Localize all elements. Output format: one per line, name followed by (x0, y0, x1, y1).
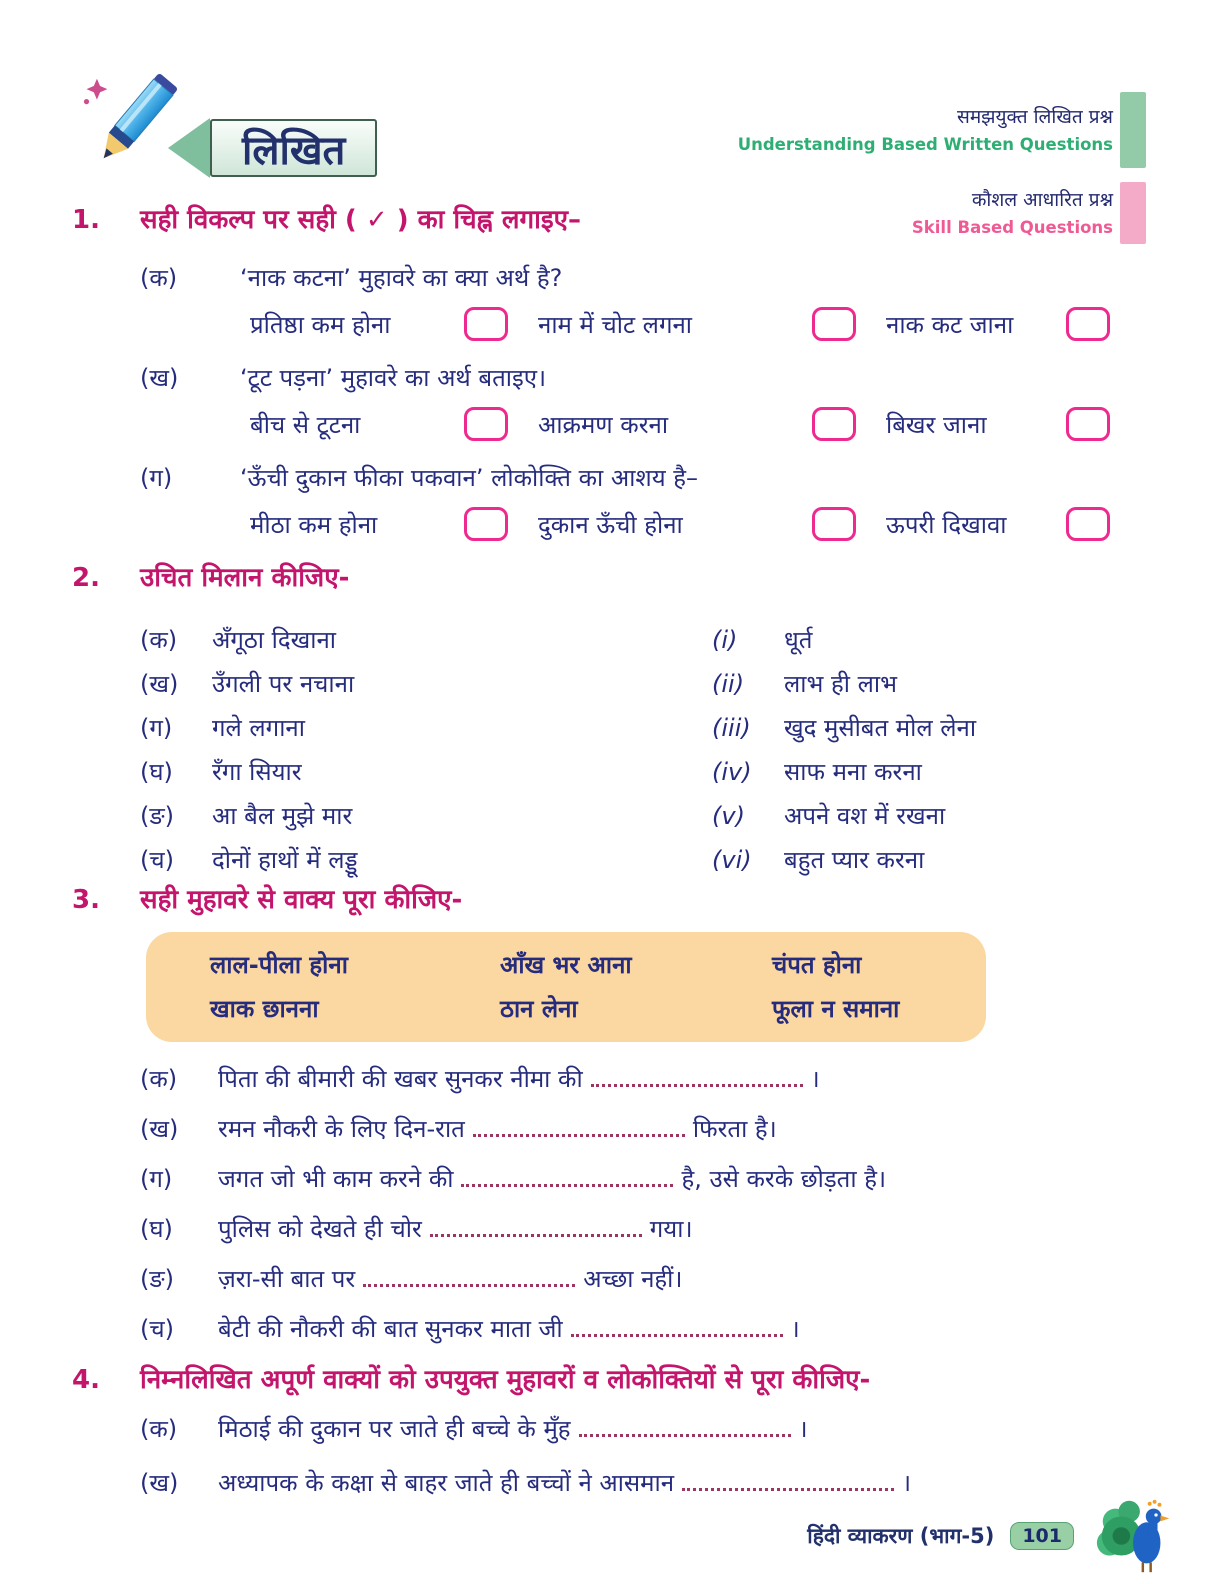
book-title: हिंदी व्याकरण (भाग-5) (807, 1524, 995, 1548)
fill-text-after: । (798, 1415, 808, 1443)
answer-option (886, 407, 1110, 441)
option-label: नाम में चोट लगना (538, 310, 692, 339)
sub-question-label: (क) (140, 264, 178, 292)
match-left-label: (घ) (140, 758, 173, 786)
match-left-label: (क) (140, 626, 178, 654)
option-checkbox[interactable] (812, 307, 856, 341)
match-left-text: गले लगाना (212, 714, 305, 742)
word-bank-item: खाक छानना (210, 995, 319, 1023)
match-left-label: (ग) (140, 714, 173, 742)
option-checkbox[interactable] (464, 407, 508, 441)
fill-text-before: ज़रा-सी बात पर (218, 1265, 356, 1293)
banner-arrow-icon (168, 118, 210, 178)
fill-item (140, 1062, 1110, 1096)
answer-option (538, 507, 856, 541)
sub-question-text: ‘नाक कटना’ मुहावरे का क्या अर्थ है? (240, 264, 563, 292)
answer-blank[interactable] (363, 1274, 575, 1287)
fill-text-after: अच्छा नहीं। (583, 1265, 683, 1293)
match-left-text: अँगूठा दिखाना (212, 626, 336, 654)
green-tab-marker (1120, 92, 1146, 168)
fill-item (140, 1262, 1110, 1296)
option-label: ऊपरी दिखावा (886, 510, 1007, 539)
option-checkbox[interactable] (1066, 407, 1110, 441)
answer-option (886, 307, 1110, 341)
fill-item-label: (क) (140, 1065, 178, 1093)
option-label: बीच से टूटना (250, 410, 361, 439)
word-bank-item: आँख भर आना (500, 951, 632, 979)
fill-text-after: गया। (649, 1215, 693, 1243)
fill-sentence (218, 1412, 808, 1446)
option-checkbox[interactable] (812, 407, 856, 441)
understanding-tab (738, 92, 1146, 168)
match-left-text: रँगा सियार (212, 758, 302, 786)
word-bank-item: लाल-पीला होना (210, 951, 348, 979)
match-left-text: उँगली पर नचाना (212, 670, 355, 698)
fill-text-before: पुलिस को देखते ही चोर (218, 1215, 422, 1243)
fill-sentence (218, 1062, 820, 1096)
fill-item (140, 1312, 1110, 1346)
word-bank-item: फूला न समाना (772, 995, 900, 1023)
match-left-label: (ङ) (140, 802, 175, 830)
q1-item (72, 360, 1110, 442)
q1-heading (72, 202, 1110, 238)
q4-title: निम्नलिखित अपूर्ण वाक्यों को उपयुक्त मुहावरों व लोकोक्तियों से पूरा कीजिए- (140, 1365, 871, 1395)
sub-question-label: (ग) (140, 464, 173, 492)
match-left-text: दोनों हाथों में लड्डू (212, 846, 358, 874)
answer-options-row (250, 506, 1110, 542)
fill-text-after: । (790, 1315, 800, 1343)
sub-question-label: (ख) (140, 364, 179, 392)
option-checkbox[interactable] (1066, 307, 1110, 341)
understanding-tab-hindi: समझयुक्त लिखित प्रश्न (956, 106, 1113, 128)
sub-question-text: ‘टूट पड़ना’ मुहावरे का अर्थ बताइए। (240, 364, 547, 392)
answer-blank[interactable] (430, 1224, 642, 1237)
matching-exercise (140, 618, 1110, 882)
fill-item (140, 1162, 1110, 1196)
fill-text-before: रमन नौकरी के लिए दिन-रात (218, 1115, 465, 1143)
fill-text-before: अध्यापक के कक्षा से बाहर जाते ही बच्चों ने आसमान (218, 1469, 675, 1497)
fill-text-before: बेटी की नौकरी की बात सुनकर माता जी (218, 1315, 563, 1343)
match-right-label: (ii) (712, 670, 745, 698)
fill-sentence (218, 1262, 682, 1296)
fill-item-label: (ख) (140, 1115, 179, 1143)
fill-text-after: । (810, 1065, 820, 1093)
answer-options-row (250, 306, 1110, 342)
match-right-text: धूर्त (784, 626, 813, 654)
option-label: बिखर जाना (886, 410, 987, 439)
option-label: नाक कट जाना (886, 310, 1014, 339)
fill-item-label: (घ) (140, 1215, 173, 1243)
q1-item (72, 460, 1110, 542)
match-right-text: खुद मुसीबत मोल लेना (784, 714, 977, 742)
match-right-text: अपने वश में रखना (784, 802, 946, 830)
answer-option (250, 507, 508, 541)
answer-option (250, 407, 508, 441)
word-bank-item: ठान लेना (500, 995, 578, 1023)
answer-option (538, 407, 856, 441)
fill-sentence (218, 1212, 693, 1246)
fill-item-label: (ङ) (140, 1265, 175, 1293)
answer-blank[interactable] (591, 1074, 803, 1087)
q1-item (72, 260, 1110, 342)
q1-title: सही विकल्प पर सही ( ✓ ) का चिह्न लगाइए– (140, 205, 581, 235)
skill-tab-hindi: कौशल आधारित प्रश्न (971, 189, 1113, 211)
written-section-box (210, 119, 377, 177)
fill-item-label: (ख) (140, 1469, 179, 1497)
fill-text-before: पिता की बीमारी की खबर सुनकर नीमा की (218, 1065, 583, 1093)
page-number-badge: 101 (1010, 1522, 1074, 1550)
fill-sentence (218, 1312, 800, 1346)
q3-title: सही मुहावरे से वाक्य पूरा कीजिए- (140, 885, 463, 915)
understanding-tab-english: Understanding Based Written Questions (737, 135, 1113, 154)
q2-title: उचित मिलान कीजिए- (140, 563, 350, 593)
option-checkbox[interactable] (464, 307, 508, 341)
fill-text-after: है, उसे करके छोड़ता है। (681, 1165, 887, 1193)
fill-item (140, 1212, 1110, 1246)
answer-option (250, 307, 508, 341)
q4-heading (72, 1362, 1110, 1398)
answer-option (538, 307, 856, 341)
match-left-text: आ बैल मुझे मार (212, 802, 353, 830)
fill-text-before: जगत जो भी काम करने की (218, 1165, 454, 1193)
option-checkbox[interactable] (464, 507, 508, 541)
skill-tab-english: Skill Based Questions (911, 218, 1113, 237)
match-left-label: (ख) (140, 670, 179, 698)
fill-sentence (218, 1112, 777, 1146)
q2-number: 2. (72, 563, 100, 593)
match-right-text: साफ मना करना (784, 758, 922, 786)
word-bank-item: चंपत होना (772, 951, 862, 979)
option-checkbox[interactable] (812, 507, 856, 541)
sub-question-text: ‘ऊँची दुकान फीका पकवान’ लोकोक्ति का आशय है– (240, 464, 699, 492)
peacock-illustration (1090, 1492, 1182, 1580)
fill-sentence (218, 1162, 886, 1196)
fill-item (140, 1412, 1110, 1446)
option-label: प्रतिष्ठा कम होना (250, 310, 391, 339)
match-right-text: लाभ ही लाभ (784, 670, 897, 698)
pink-tab-marker (1120, 182, 1146, 244)
written-section-label: लिखित (242, 127, 346, 174)
option-checkbox[interactable] (1066, 507, 1110, 541)
fill-item-label: (ग) (140, 1165, 173, 1193)
answer-options-row (250, 406, 1110, 442)
fill-item (140, 1112, 1110, 1146)
q3-number: 3. (72, 885, 100, 915)
q1-number: 1. (72, 205, 100, 235)
fill-item-label: (च) (140, 1315, 174, 1343)
fill-item-label: (क) (140, 1415, 178, 1443)
answer-blank[interactable] (571, 1324, 783, 1337)
q4-number: 4. (72, 1365, 100, 1395)
option-label: मीठा कम होना (250, 510, 378, 539)
match-right-label: (iv) (712, 758, 752, 786)
match-right-text: बहुत प्यार करना (784, 846, 925, 874)
page-content (72, 202, 1110, 1520)
answer-option (886, 507, 1110, 541)
answer-blank[interactable] (682, 1478, 894, 1491)
answer-blank[interactable] (473, 1124, 685, 1137)
word-bank (146, 932, 986, 1042)
fill-text-before: मिठाई की दुकान पर जाते ही बच्चे के मुँह (218, 1415, 571, 1443)
match-right-label: (i) (712, 626, 738, 654)
q3-heading (72, 882, 1110, 918)
match-right-label: (v) (712, 802, 745, 830)
written-section-banner (168, 118, 377, 178)
fill-text-after: । (902, 1469, 912, 1497)
answer-blank[interactable] (579, 1424, 791, 1437)
understanding-tab-text (738, 102, 1113, 158)
match-left-label: (च) (140, 846, 174, 874)
page-footer (807, 1492, 1182, 1580)
q2-heading (72, 560, 1110, 596)
answer-blank[interactable] (461, 1174, 673, 1187)
match-right-label: (iii) (712, 714, 751, 742)
option-label: आक्रमण करना (538, 410, 669, 439)
fill-text-after: फिरता है। (692, 1115, 777, 1143)
match-right-label: (vi) (712, 846, 752, 874)
option-label: दुकान ऊँची होना (538, 510, 683, 539)
